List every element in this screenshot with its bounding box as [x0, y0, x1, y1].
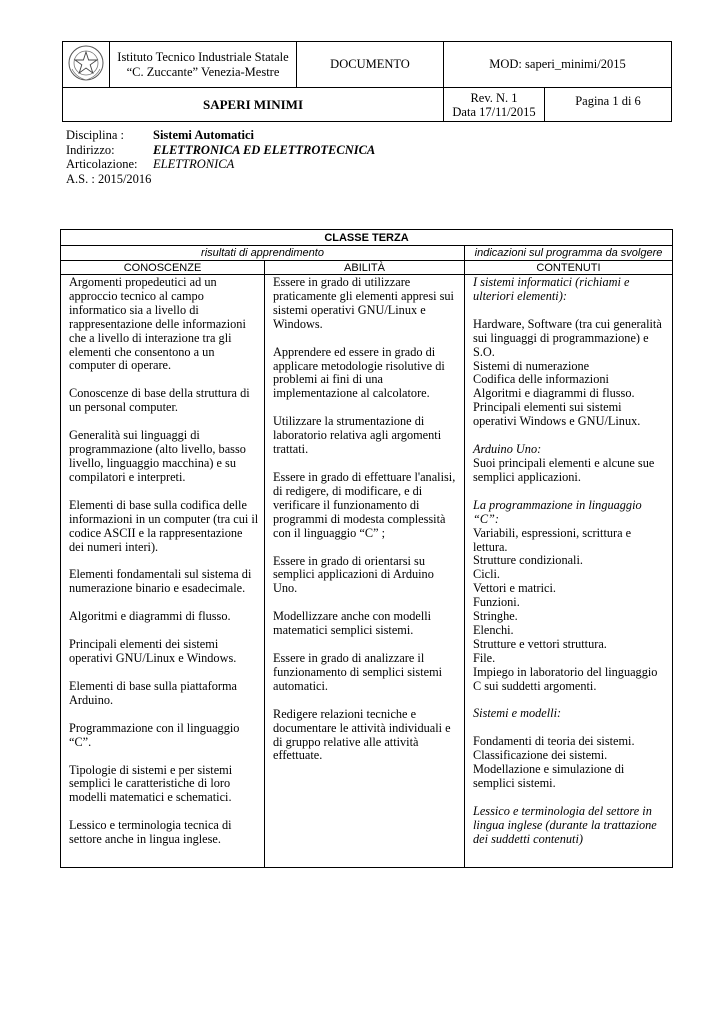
conoscenze-item: Algoritmi e diagrammi di flusso.: [69, 609, 231, 624]
revision-number: Rev. N. 1: [470, 90, 518, 105]
revision-date: Data 17/11/2015: [452, 104, 536, 119]
contenuti-item: Strutture condizionali.: [473, 553, 583, 568]
contenuti-item: Stringhe.: [473, 609, 518, 624]
conoscenze-item: Programmazione con il linguaggio “C”.: [69, 720, 240, 749]
header-table: [62, 41, 672, 122]
abilita-item: Essere in grado di analizzare il funzionamento di semplici sistemi automatici.: [273, 651, 443, 693]
abilita-item: Utilizzare la strumentazione di laboratorio relativa agli argomenti trattati.: [273, 414, 442, 457]
contenuti-section-title: Lessico e terminologia del settore in lingua inglese (durante la trattazione dei suddetti contenuti): [473, 804, 657, 846]
abilita-item: Essere in grado di utilizzare praticamente gli elementi appresi sui sistemi operativi GNU/Linux e Windows.: [273, 275, 454, 331]
contenuti-item: Sistemi di numerazione: [473, 358, 590, 373]
abilita-item: Modellizzare anche con modelli matematici semplici sistemi.: [273, 609, 432, 638]
contenuti-item: Funzioni.: [473, 595, 520, 610]
classe-heading: CLASSE TERZA: [61, 230, 673, 246]
contenuti-column: [465, 275, 673, 868]
institute-line2: “C. Zuccante” Venezia-Mestre: [126, 64, 280, 79]
mod-code: MOD: saperi_minimi/2015: [444, 42, 672, 88]
contenuti-header: CONTENUTI: [465, 261, 673, 275]
abilita-item: Redigere relazioni tecniche e documentare le attività individuali e di gruppo relative alle attività effettuate.: [273, 706, 451, 763]
contenuti-item: Hardware, Software (tra cui generalità sui linguaggi di programmazione) e S.O.: [473, 316, 662, 359]
abilita-item: Essere in grado di orientarsi su semplici applicazioni di Arduino Uno.: [273, 553, 434, 596]
conoscenze-header: CONOSCENZE: [61, 261, 265, 275]
conoscenze-item: Argomenti propedeutici ad un approccio tecnico al campo informatico sia a livello di rappresentazione delle informazioni che a livello di interazione tra gli elementi che consentono a un computer di operare.: [69, 275, 246, 373]
institute-cell: [110, 42, 297, 88]
indirizzo-value: ELETTRONICA ED ELETTROTECNICA: [153, 142, 376, 157]
course-info: [66, 128, 375, 186]
contenuti-item: Variabili, espressioni, scrittura e lettura.: [473, 525, 632, 554]
contenuti-item: Cicli.: [473, 567, 500, 582]
revision-cell: [444, 88, 545, 122]
abilita-item: Apprendere ed essere in grado di applicare metodologie risolutive di problemi ai fini di una implementazione al calcolatore.: [273, 344, 445, 401]
contenuti-item: Classificazione dei sistemi.: [473, 748, 608, 763]
conoscenze-column: [61, 275, 265, 868]
contenuti-item: File.: [473, 650, 496, 665]
contenuti-section-title: La programmazione in linguaggio “C”:: [473, 497, 642, 526]
emblem-icon: [66, 43, 106, 83]
curriculum-table: [60, 229, 673, 868]
conoscenze-item: Generalità sui linguaggi di programmazione (alto livello, basso livello, linguaggio macchina) e su compilatori e interpreti.: [69, 428, 246, 484]
contenuti-item: Modellazione e simulazione di semplici sistemi.: [473, 762, 625, 791]
articolazione-label: Articolazione:: [66, 157, 138, 171]
contenuti-section-title: Sistemi e modelli:: [473, 706, 562, 721]
contenuti-item: Codifica delle informazioni: [473, 372, 609, 387]
contenuti-item: Impiego in laboratorio del linguaggio C sui suddetti argomenti.: [473, 664, 658, 693]
abilita-item: Essere in grado di effettuare l'analisi, di redigere, di modificare, e di verificare il funzionamento di programmi di modesta complessità con il linguaggio “C” ;: [273, 469, 456, 540]
disciplina-label: Disciplina :: [66, 128, 124, 142]
abilita-header: ABILITÀ: [265, 261, 465, 275]
conoscenze-item: Elementi di base sulla codifica delle informazioni in un computer (tra cui il codice ASCII e la rappresentazione dei numeri interi).: [69, 497, 259, 554]
contenuti-item: Elenchi.: [473, 622, 514, 637]
contenuti-section-title: Arduino Uno:: [473, 442, 542, 457]
indirizzo-label: Indirizzo:: [66, 142, 115, 157]
contenuti-item: Principali elementi sui sistemi operativi Windows e GNU/Linux.: [473, 400, 641, 429]
abilita-column: [265, 275, 465, 868]
indicazioni-heading: indicazioni sul programma da svolgere: [465, 246, 673, 261]
disciplina-value: Sistemi Automatici: [153, 128, 255, 142]
conoscenze-item: Principali elementi dei sistemi operativi GNU/Linux e Windows.: [69, 637, 237, 666]
conoscenze-item: Conoscenze di base della struttura di un personal computer.: [69, 386, 250, 415]
contenuti-section-title: I sistemi informatici (richiami e ulteriori elementi):: [473, 275, 630, 303]
page-number: Pagina 1 di 6: [545, 88, 672, 122]
risultati-heading: risultati di apprendimento: [61, 246, 465, 261]
contenuti-item: Fondamenti di teoria dei sistemi.: [473, 734, 635, 749]
logo-cell: [63, 42, 110, 88]
conoscenze-item: Elementi di base sulla piattaforma Arduino.: [69, 678, 238, 707]
institute-line1: Istituto Tecnico Industriale Statale: [117, 49, 289, 64]
contenuti-item: Strutture e vettori struttura.: [473, 636, 607, 651]
document-label: DOCUMENTO: [297, 42, 444, 88]
conoscenze-item: Elementi fondamentali sul sistema di numerazione binario e esadecimale.: [69, 567, 252, 596]
contenuti-item: Suoi principali elementi e alcune sue semplici applicazioni.: [473, 455, 655, 484]
contenuti-item: Vettori e matrici.: [473, 581, 556, 596]
conoscenze-item: Tipologie di sistemi e per sistemi semplici le caratteristiche di loro modelli matematici e schematici.: [69, 762, 233, 805]
contenuti-item: Algoritmi e diagrammi di flusso.: [473, 386, 635, 401]
anno-scolastico: A.S. : 2015/2016: [66, 171, 152, 186]
conoscenze-item: Lessico e terminologia tecnica di settore anche in lingua inglese.: [69, 818, 232, 847]
document-title: SAPERI MINIMI: [63, 88, 444, 122]
articolazione-value: ELETTRONICA: [153, 157, 235, 171]
